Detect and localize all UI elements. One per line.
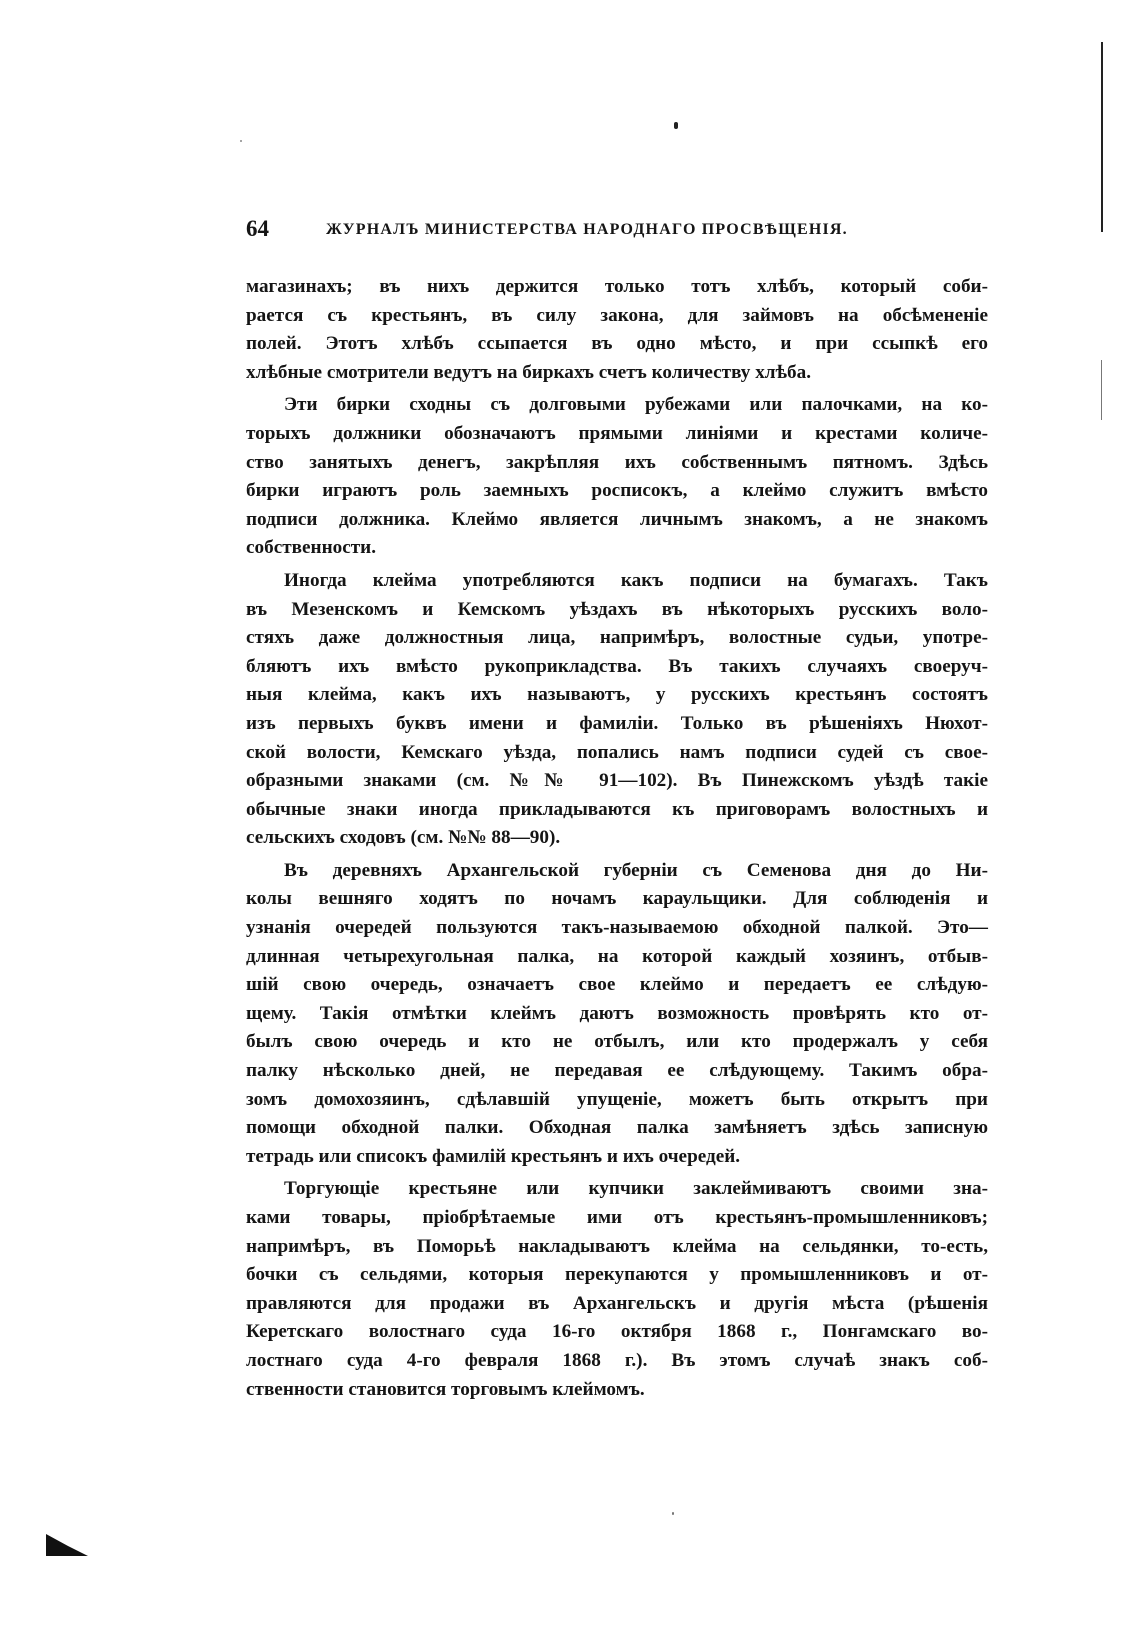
body-text (246, 273, 988, 1404)
paragraph-3 (246, 567, 988, 853)
text-line: Въ деревняхъ Архангельской губерніи съ Семенова дня до Ни- (284, 859, 988, 881)
text-line: подписи должника. Клеймо является личнымъ знакомъ, а не знакомъ (246, 508, 988, 530)
text-line: длинная четырехугольная палка, на которой каждый хозяинъ, отбыв- (246, 945, 988, 967)
scan-edge-line (1101, 360, 1102, 420)
text-line: Торгующіе крестьяне или купчики заклеймиваютъ своими зна- (284, 1178, 988, 1200)
text-line: рается съ крестьянъ, въ силу закона, для займовъ на обсѣмененіе (246, 304, 988, 326)
text-line: Эти бирки сходны съ долговыми рубежами или палочками, на ко- (284, 394, 988, 416)
text-line: напримѣръ, въ Поморьѣ накладываютъ клейма на сельдянки, то-есть, (246, 1235, 988, 1257)
text-line: въ Мезенскомъ и Кемскомъ уѣздахъ въ нѣкоторыхъ русскихъ воло- (246, 598, 988, 620)
text-line: ской волости, Кемскаго уѣзда, попались намъ подписи судей съ свое- (246, 741, 988, 763)
running-head (246, 216, 888, 250)
text-line: стяхъ даже должностныя лица, напримѣръ, волостные судьи, употре- (246, 627, 988, 649)
text-line: Керетскаго волостнаго суда 16-го октября 1868 г., Понгамскаго во- (246, 1321, 988, 1343)
text-line: обычные знаки иногда прикладываются къ приговорамъ волостныхъ и (246, 798, 988, 820)
text-line: ками товары, пріобрѣтаемые ими отъ крестьянъ-промышленниковъ; (246, 1207, 988, 1228)
text-line: ныя клейма, какъ ихъ называютъ, у русскихъ крестьянъ состоятъ (246, 684, 988, 706)
text-line: собственности. (246, 537, 377, 559)
text-line: Иногда клейма употребляются какъ подписи на бумагахъ. Такъ (284, 569, 988, 591)
text-line: лостнаго суда 4-го февраля 1868 г.). Въ этомъ случаѣ знакъ соб- (246, 1349, 988, 1371)
text-line: бирки играютъ роль заемныхъ росписокъ, а клеймо служитъ вмѣсто (246, 480, 988, 502)
text-line: правляются для продажи въ Архангельскъ и другія мѣста (рѣшенія (246, 1292, 988, 1314)
paragraph-2 (246, 391, 988, 563)
text-line: помощи обходной палки. Обходная палка замѣняетъ здѣсь записную (246, 1117, 988, 1139)
ink-speck (672, 1512, 674, 1515)
text-line: бляютъ ихъ вмѣсто рукоприкладства. Въ такихъ случаяхъ своеруч- (246, 655, 988, 677)
text-line: магазинахъ; въ нихъ держится только тотъ хлѣбъ, который соби- (246, 276, 988, 297)
text-line: ственности становится торговымъ клеймомъ. (246, 1378, 645, 1400)
paragraph-4 (246, 857, 988, 1172)
text-line: тетрадь или списокъ фамилій крестьянъ и ихъ очередей. (246, 1145, 741, 1167)
ink-speck (240, 140, 242, 142)
scan-edge-line (1101, 42, 1103, 232)
paragraph-1 (246, 273, 988, 387)
text-line: хлѣбные смотрители ведутъ на биркахъ счетъ количеству хлѣба. (246, 361, 812, 383)
paragraph-5 (246, 1175, 988, 1404)
text-line: торыхъ должники обозначаютъ прямыми линіями и крестами количе- (246, 422, 988, 444)
corner-arrow-icon (46, 1532, 88, 1556)
text-line: шій свою очередь, означаетъ свое клеймо и передаетъ ее слѣдую- (246, 974, 988, 996)
text-line: бочки съ сельдями, которыя перекупаются у промышленниковъ и от- (246, 1264, 988, 1286)
journal-title: ЖУРНАЛЪ МИНИСТЕРСТВА НАРОДНАГО ПРОСВѢЩЕНІЯ. (326, 221, 848, 238)
text-line: былъ свою очередь и кто не отбылъ, или кто продержалъ у себя (246, 1031, 988, 1053)
text-line: изъ первыхъ буквъ имени и фамиліи. Только въ рѣшеніяхъ Нюхот- (246, 712, 988, 734)
ink-speck (674, 122, 678, 129)
page-number: 64 (246, 216, 269, 241)
text-line: ство занятыхъ денегъ, закрѣпляя ихъ собственнымъ пятномъ. Здѣсь (246, 451, 988, 473)
text-line: зомъ домохозяинъ, сдѣлавшій упущеніе, можетъ быть открытъ при (246, 1088, 988, 1110)
text-line: щему. Такія отмѣтки клеймъ даютъ возможность провѣрять кто от- (246, 1002, 988, 1024)
text-line: узнанія очередей пользуются такъ-называемою обходной палкой. Это— (246, 917, 988, 939)
text-line: образными знаками (см. №№ 91—102). Въ Пинежскомъ уѣздѣ такіе (246, 770, 988, 792)
text-line: колы вешняго ходятъ по ночамъ караульщики. Для соблюденія и (246, 888, 988, 910)
text-line: сельскихъ сходовъ (см. №№ 88—90). (246, 827, 561, 849)
text-line: полей. Этотъ хлѣбъ ссыпается въ одно мѣсто, и при ссыпкѣ его (246, 333, 988, 355)
text-line: палку нѣсколько дней, не передавая ее слѣдующему. Такимъ обра- (246, 1060, 988, 1082)
